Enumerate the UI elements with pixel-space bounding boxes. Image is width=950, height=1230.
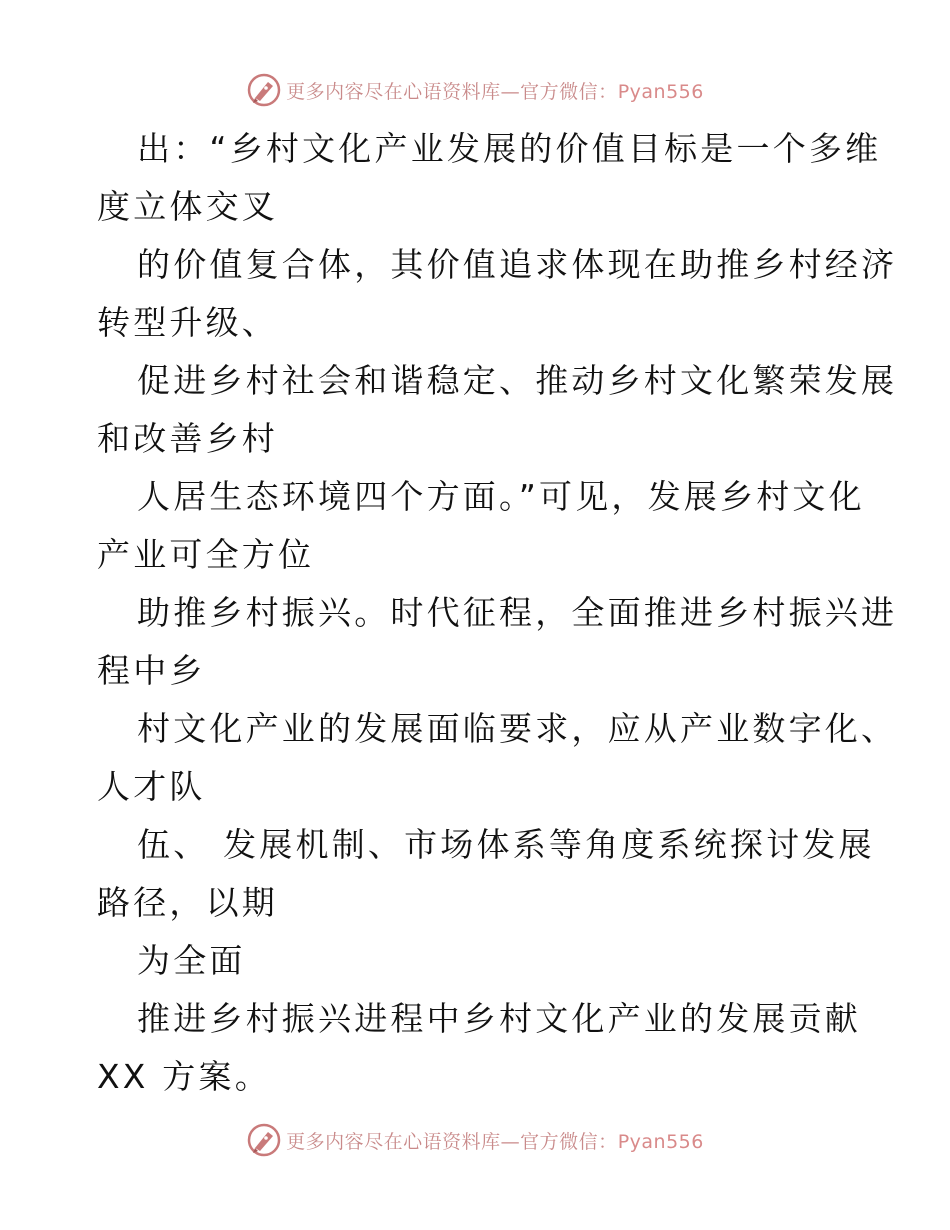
text-line: 人才队	[97, 767, 206, 806]
text-line: 程中乡	[97, 651, 206, 690]
text-line: 为全面	[137, 941, 246, 980]
text-line: 路径，以期	[97, 883, 278, 922]
pen-nib-icon	[246, 72, 282, 108]
watermark-group	[246, 72, 704, 108]
text-line: 产业可全方位	[97, 535, 315, 574]
watermark-text	[286, 1127, 704, 1154]
text-line: 和改善乡村	[97, 419, 278, 458]
text-line: XX 方案。	[97, 1057, 271, 1096]
text-line: 助推乡村振兴。时代征程，全面推进乡村振兴进	[137, 593, 898, 632]
footer-watermark	[0, 1120, 950, 1160]
text-line: 人居生态环境四个方面。”可见，发展乡村文化	[137, 477, 865, 516]
watermark-label: 官方微信：	[520, 1130, 618, 1153]
document-body	[97, 120, 898, 1106]
watermark-text	[286, 77, 704, 104]
text-line: 村文化产业的发展面临要求，应从产业数字化、	[137, 709, 898, 748]
text-line: 度立体交叉	[97, 187, 278, 226]
text-line: 推进乡村振兴进程中乡村文化产业的发展贡献	[137, 999, 861, 1038]
header-watermark	[0, 70, 950, 110]
text-line: 伍、 发展机制、市场体系等角度系统探讨发展	[137, 825, 875, 864]
text-line: 出：“乡村文化产业发展的价值目标是一个多维	[137, 129, 882, 168]
watermark-title: 更多内容尽在心语资料库	[286, 80, 501, 103]
watermark-account: Pyan556	[617, 80, 704, 103]
watermark-title: 更多内容尽在心语资料库	[286, 1130, 501, 1153]
watermark-account: Pyan556	[617, 1130, 704, 1153]
watermark-group	[246, 1122, 704, 1158]
watermark-label: 官方微信：	[520, 80, 618, 103]
text-line: 转型升级、	[97, 303, 278, 342]
watermark-separator: —	[500, 80, 521, 103]
pen-nib-icon	[246, 1122, 282, 1158]
watermark-separator: —	[500, 1130, 521, 1153]
text-line: 的价值复合体，其价值追求体现在助推乡村经济	[137, 245, 898, 284]
text-line: 促进乡村社会和谐稳定、推动乡村文化繁荣发展	[137, 361, 898, 400]
